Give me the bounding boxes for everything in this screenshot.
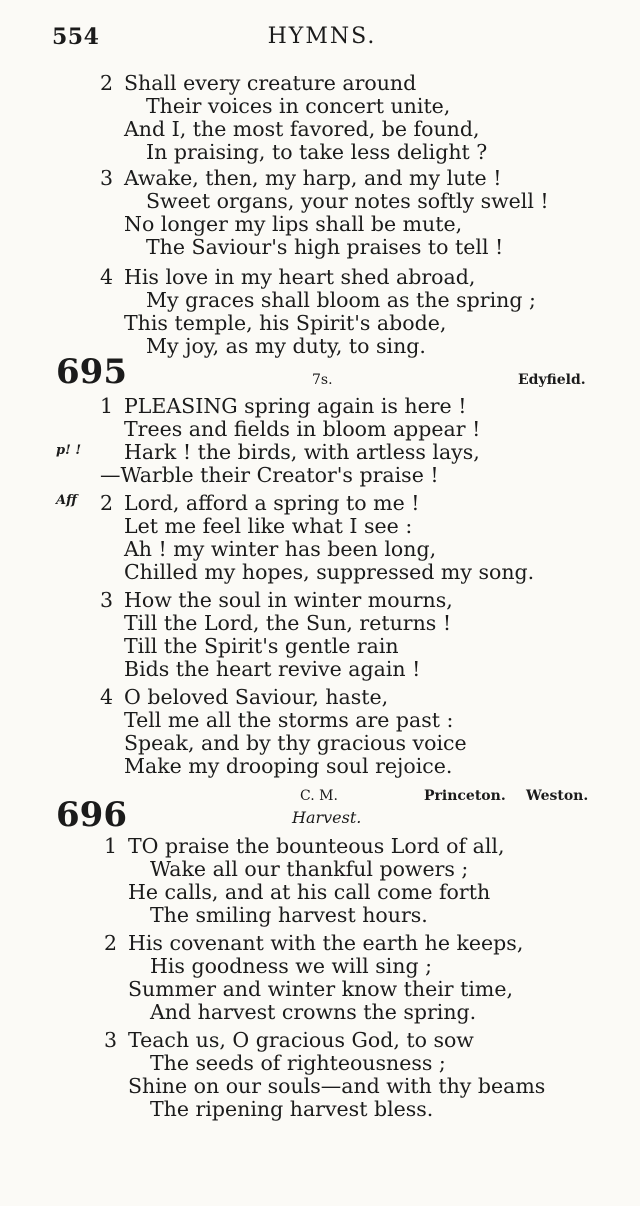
page-number: 554	[52, 24, 100, 50]
verse-number: 4	[100, 265, 114, 289]
verse-line: The smiling harvest hours.	[150, 903, 428, 927]
tune-name: Weston.	[526, 788, 589, 804]
verse-line: TO praise the bounteous Lord of all,	[128, 834, 505, 858]
page-header	[52, 24, 592, 52]
verse-line: Hark ! the birds, with artless lays,	[124, 440, 480, 464]
meter-label: 7s.	[312, 372, 333, 388]
verse-number: 4	[100, 685, 114, 709]
tune-name: Edyfield.	[518, 372, 586, 388]
verse-line: The seeds of righteousness ;	[150, 1051, 446, 1075]
verse-line: Till the Lord, the Sun, returns !	[124, 611, 452, 635]
verse-line: Speak, and by thy gracious voice	[124, 731, 467, 755]
verse-line: Teach us, O gracious God, to sow	[128, 1028, 474, 1052]
verse-line: His love in my heart shed abroad,	[124, 265, 476, 289]
verse-line: Shine on our souls—and with thy beams	[128, 1074, 546, 1098]
verse-line: And harvest crowns the spring.	[150, 1000, 477, 1024]
verse-line: In praising, to take less delight ?	[146, 140, 488, 164]
verse-line: My graces shall bloom as the spring ;	[146, 288, 536, 312]
verse-line: My joy, as my duty, to sing.	[146, 334, 426, 358]
verse-number: 1	[104, 834, 118, 858]
hymn-subject: Harvest.	[292, 808, 362, 827]
verse-line: Let me feel like what I see :	[124, 514, 413, 538]
verse-line: Awake, then, my harp, and my lute !	[124, 166, 502, 190]
verse-line: This temple, his Spirit's abode,	[124, 311, 447, 335]
verse-line: Bids the heart revive again !	[124, 657, 421, 681]
verse-line: Summer and winter know their time,	[128, 977, 513, 1001]
verse-number: 2	[100, 71, 114, 95]
meter-label: C. M.	[300, 788, 338, 804]
verse-line: Make my drooping soul rejoice.	[124, 754, 453, 778]
verse-line: No longer my lips shall be mute,	[124, 212, 463, 236]
verse-line: He calls, and at his call come forth	[128, 880, 491, 904]
tune-name: Princeton.	[424, 788, 506, 804]
running-title: HYMNS.	[267, 24, 377, 49]
verse-line: PLEASING spring again is here !	[124, 394, 467, 418]
verse-line: O beloved Saviour, haste,	[124, 685, 389, 709]
verse-number: 3	[100, 588, 114, 612]
verse-line: Sweet organs, your notes softly swell !	[146, 189, 549, 213]
hymn-number: 696	[56, 795, 127, 835]
verse-line: His goodness we will sing ;	[150, 954, 433, 978]
verse-line: Trees and fields in bloom appear !	[124, 417, 481, 441]
dynamic-mark: p! !	[56, 443, 82, 458]
verse-number: 1	[100, 394, 114, 418]
verse-line: Till the Spirit's gentle rain	[124, 634, 399, 658]
verse-line: His covenant with the earth he keeps,	[128, 931, 524, 955]
verse-line: And I, the most favored, be found,	[124, 117, 480, 141]
verse-number: 3	[100, 166, 114, 190]
verse-line: Ah ! my winter has been long,	[124, 537, 437, 561]
verse-line: How the soul in winter mourns,	[124, 588, 453, 612]
verse-number: 2	[100, 491, 114, 515]
verse-number: 2	[104, 931, 118, 955]
verse-line: Wake all our thankful powers ;	[150, 857, 469, 881]
verse-number: 3	[104, 1028, 118, 1052]
verse-line: —Warble their Creator's praise !	[100, 463, 439, 487]
verse-line: Their voices in concert unite,	[146, 94, 451, 118]
verse-line: Chilled my hopes, suppressed my song.	[124, 560, 535, 584]
dynamic-mark: Aff	[56, 493, 77, 508]
verse-line: The ripening harvest bless.	[150, 1097, 434, 1121]
verse-line: Shall every creature around	[124, 71, 417, 95]
hymn-number: 695	[56, 352, 127, 392]
verse-line: The Saviour's high praises to tell !	[146, 235, 504, 259]
verse-line: Tell me all the storms are past :	[124, 708, 454, 732]
verse-line: Lord, afford a spring to me !	[124, 491, 420, 515]
